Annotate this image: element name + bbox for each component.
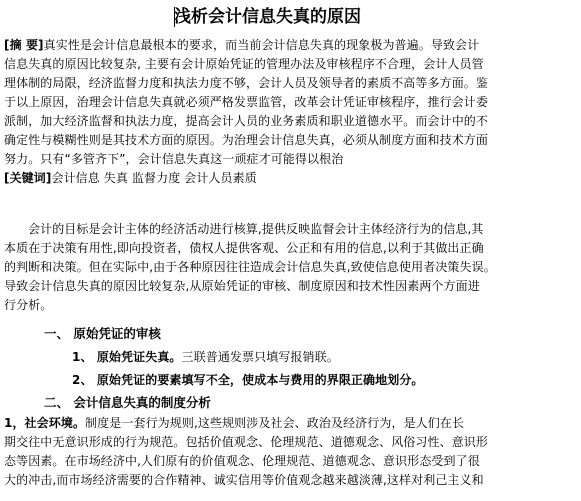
section-1-item-1-text: 三联普通发票只填写报销联。 [181, 350, 339, 364]
intro-line-1: 会计的目标是会计主体的经济活动进行核算,提供反映监督会计主体经济行为的信息,其 [28, 222, 484, 236]
abstract-line-2: 信息失真的原因比较复杂, 主要有会计原始凭证的管理办法及审核程序不合理，会计人员管 [4, 57, 484, 71]
section-1-item-1-label: 1、 原始凭证失真。 [72, 350, 182, 364]
abstract-line-6: 确定性与模糊性则是其技术方面的原因。为治理会计信息失真，必须从制度方面和技术方面 [4, 133, 489, 147]
abstract-line-5: 派制，加大经济监督和执法力度，提高会计人员的业务素质和职业道德水平。而会计中的不 [4, 114, 489, 128]
intro-line-2: 本质在于决策有用性,即向投资者，债权人提供客观、公正和有用的信息,以利于其做出正确 [4, 241, 484, 255]
section-2-line-1 [4, 414, 464, 433]
section-2-line-4: 大的冲击,而市场经济需要的合作精神、诚实信用等价值观念越来越淡薄,这样对利己主义和 [4, 473, 484, 487]
section-1-item-1 [72, 348, 339, 367]
abstract-text: 真实性是会计信息最根本的要求，而当前会计信息失真的现象极为普遍。导致会计 [43, 38, 480, 52]
intro-line-5: 行分析。 [4, 298, 53, 312]
abstract-line-7: 努力。只有“多管齐下”，会计信息失真这一顽症才可能得以根治 [4, 152, 344, 166]
abstract-line-4: 于以上原因，治理会计信息失真就必须严格发票监管，改革会计凭证审核程序，推行会计委 [4, 95, 489, 109]
keywords-line [4, 169, 257, 188]
section-1-heading: 一、 原始凭证的审核 [44, 326, 161, 341]
section-2-item-1-label: 1，社会环境。 [4, 416, 86, 430]
section-2-line-3: 态等因素。在市场经济中,人们原有的价值观念、伦理规范、道德观念、意识形态受到了很 [4, 454, 480, 468]
section-2-item-1-text: 制度是一套行为规则,这些规则涉及社会、政治及经济行为，是人们在长 [85, 416, 465, 430]
section-1-item-2: 2、 原始凭证的要素填写不全，使成本与费用的界限正确地划分。 [72, 373, 424, 387]
document-title: 浅析会计信息失真的原因 [174, 7, 361, 27]
keywords-label: [关键词] [4, 171, 52, 185]
section-2-line-2: 期交往中无意识形成的行为规范。包括价值观念、伦理规范、道德观念、风俗习性、意识形 [4, 435, 489, 449]
keywords-text: 会计信息 失真 监督力度 会计人员素质 [51, 171, 257, 185]
intro-line-4: 导致会计信息失真的原因比较复杂,从原始凭证的审核、制度原因和技术性因素两个方面进 [4, 279, 480, 293]
section-2-heading: 二、 会计信息失真的制度分析 [44, 395, 211, 410]
intro-line-3: 的判断和决策。但在实际中,由于各种原因往往造成会计信息失真,致使信息使用者决策失误。 [4, 260, 496, 274]
abstract-label: [摘 要] [4, 38, 44, 52]
abstract-line-1 [4, 36, 479, 55]
abstract-line-3: 理体制的局限，经济监督力度和执法力度不够，会计人员及领导者的素质不高等多方面。鉴 [4, 76, 489, 90]
